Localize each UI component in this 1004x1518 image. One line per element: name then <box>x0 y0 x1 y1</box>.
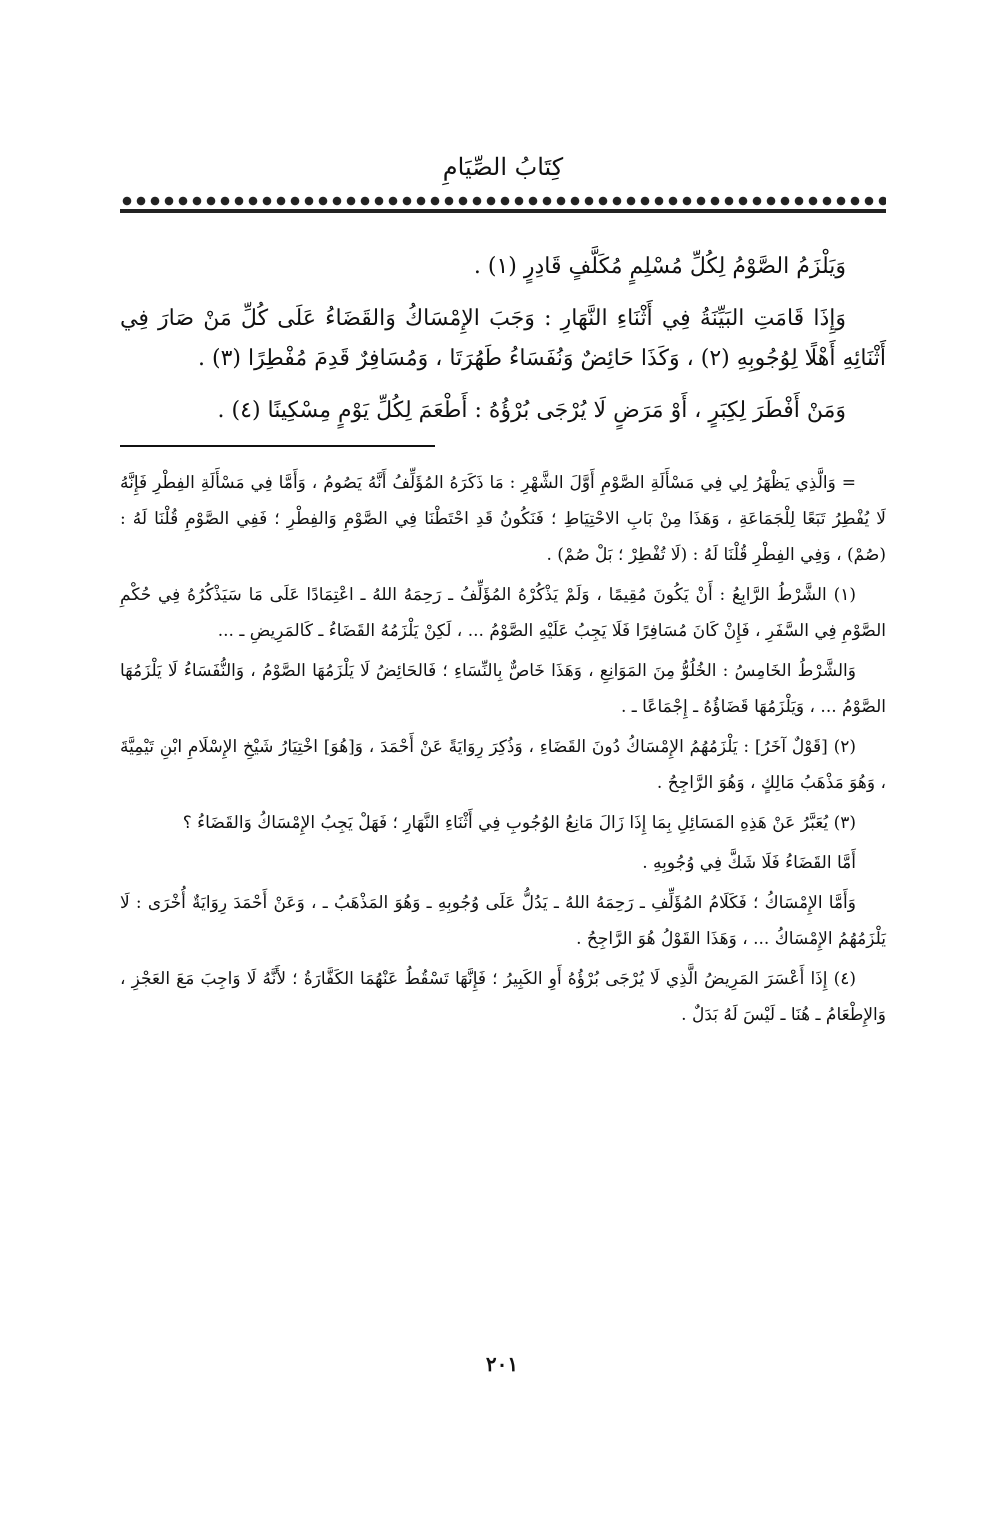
main-paragraph: وَإِذَا قَامَتِ البَيِّنَةُ فِي أَثْنَاءِ النَّهَارِ : وَجَبَ الإِمْسَاكُ وَالقَضَاءُ عَلَى كُلِّ مَنْ صَارَ فِي أَثْنَائِهِ أَهْلًا لِوُجُوبِهِ (٢) ، وَكَذَا حَائِضٌ وَنُفَسَاءُ طَهُرَتَا ، وَمُسَافِرٌ قَدِمَ مُفْطِرًا (٣) . <box>120 306 886 371</box>
footnote: (٢) [قَوْلٌ آخَرُ] : يَلْزَمُهُمُ الإِمْسَاكُ دُونَ القَضَاءِ ، وَذُكِرَ رِوَايَةً عَنْ أَحْمَدَ ، وَ[هُوَ] اخْتِيَارُ شَيْخِ الإِسْلَامِ ابْنِ تَيْمِيَّةَ ، وَهُوَ مَذْهَبُ مَالِكٍ ، وَهُوَ الرَّاجِحُ . <box>120 737 886 793</box>
footnote: أَمَّا القَضَاءُ فَلَا شَكَّ فِي وُجُوبِهِ . <box>642 853 856 873</box>
chapter-title: كِتَابُ الصِّيَامِ <box>442 153 564 181</box>
footnote: وَالشَّرْطُ الخَامِسُ : الخُلُوُّ مِنَ المَوَانِعِ ، وَهَذَا خَاصٌّ بِالنِّسَاءِ ؛ فَالحَائِضُ لَا يَلْزَمُهَا الصَّوْمُ ، وَالنُّفَسَاءُ لَا يَلْزَمُهَا الصَّوْمُ ... ، وَيَلْزَمُهَا قَضَاؤُهُ ـ إِجْمَاعًا ـ . <box>120 661 886 717</box>
footnote: = وَالَّذِي يَظْهَرُ لِي فِي مَسْأَلَةِ الصَّوْمِ أَوَّلَ الشَّهْرِ : مَا ذَكَرَهُ المُؤَلِّفُ أَنَّهُ يَصُومُ ، وَأَمَّا فِي مَسْأَلَةِ الفِطْرِ فَإِنَّهُ لَا يُفْطِرُ تَبَعًا لِلْجَمَاعَةِ ، وَهَذَا مِنْ بَابِ الاحْتِيَاطِ ؛ فَنَكُونُ قَدِ احْتَطْنَا فِي الصَّوْمِ وَالفِطْرِ ؛ فَفِي الصَّوْمِ قُلْنَا لَهُ : (صُمْ) ، وَفِي الفِطْرِ قُلْنَا لَهُ : (لَا تُفْطِرْ ؛ بَلْ صُمْ) . <box>120 473 886 565</box>
footnote: (٣) يُعَبَّرُ عَنْ هَذِهِ المَسَائِلِ بِمَا إِذَا زَالَ مَانِعُ الوُجُوبِ فِي أَثْنَاءِ النَّهَارِ ؛ فَهَلْ يَجِبُ الإِمْسَاكُ وَالقَضَاءُ ؟ <box>182 813 856 833</box>
footnotes <box>120 465 886 1033</box>
main-paragraph: وَمَنْ أَفْطَرَ لِكِبَرٍ ، أَوْ مَرَضٍ لَا يُرْجَى بُرْؤُهُ : أَطْعَمَ لِكُلِّ يَوْمٍ مِسْكِينًا (٤) . <box>217 398 846 423</box>
footnote: (٤) إِذَا أَعْسَرَ المَرِيضُ الَّذِي لَا يُرْجَى بُرْؤُهُ أَوِ الكَبِيرُ ؛ فَإِنَّهَا تَسْقُطُ عَنْهُمَا الكَفَّارَةُ ؛ لأَنَّهُ لَا وَاجِبَ مَعَ العَجْزِ ، وَالإِطْعَامُ ـ هُنَا ـ لَيْسَ لَهُ بَدَلٌ . <box>120 969 886 1025</box>
footnote: (١) الشَّرْطُ الرَّابِعُ : أَنْ يَكُونَ مُقِيمًا ، وَلَمْ يَذْكُرْهُ المُؤَلِّفُ ـ رَحِمَهُ اللهُ ـ اعْتِمَادًا عَلَى مَا سَيَذْكُرُهُ فِي حُكْمِ الصَّوْمِ فِي السَّفَرِ ، فَإِنْ كَانَ مُسَافِرًا فَلَا يَجِبُ عَلَيْهِ الصَّوْمُ ... ، لَكِنْ يَلْزَمُهُ القَضَاءُ ـ كَالمَرِيضِ ـ ... <box>120 585 886 641</box>
page-number: ٢٠١ <box>485 1352 519 1376</box>
ornamental-divider <box>120 190 886 213</box>
book-page <box>120 150 886 1037</box>
footnote-separator <box>120 445 435 447</box>
main-text <box>120 247 886 431</box>
main-paragraph: وَيَلْزَمُ الصَّوْمُ لِكُلِّ مُسْلِمٍ مُكَلَّفٍ قَادِرٍ (١) . <box>473 254 846 279</box>
footnote: وَأَمَّا الإِمْسَاكُ ؛ فَكَلَامُ المُؤَلِّفِ ـ رَحِمَهُ اللهُ ـ يَدُلُّ عَلَى وُجُوبِهِ ـ وَهُوَ المَذْهَبُ ـ ، وَعَنْ أَحْمَدَ رِوَايَةٌ أُخْرَى : لَا يَلْزَمُهُمُ الإِمْسَاكُ ... ، وَهَذَا القَوْلُ هُوَ الرَّاجِحُ . <box>120 893 886 949</box>
